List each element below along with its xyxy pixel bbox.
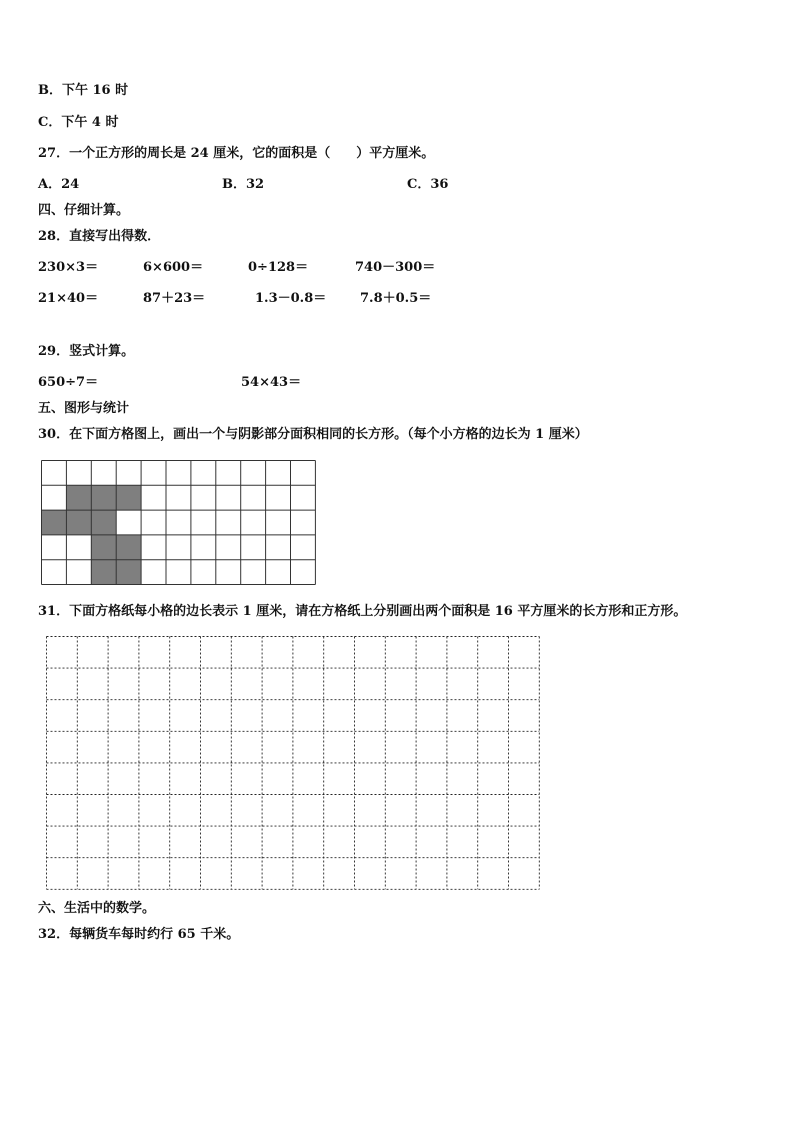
q26-option-b: B．下午 16 时 — [38, 83, 129, 98]
shaded-cell — [116, 535, 141, 560]
q26-option-c: C．下午 4 时 — [38, 115, 119, 130]
q28-item: 1.3－0.8＝ — [255, 291, 327, 306]
q30-text: 30．在下面方格图上，画出一个与阴影部分面积相同的长方形。（每个小方格的边长为 1 厘米） — [38, 427, 588, 442]
section-4-heading: 四、仔细计算。 — [38, 203, 130, 218]
q32-text: 32．每辆货车每时约行 65 千米。 — [38, 927, 240, 942]
shaded-cell — [66, 485, 91, 510]
q28-item: 87＋23＝ — [143, 291, 206, 306]
q28-item: 740－300＝ — [355, 260, 436, 275]
q28-item: 6×600＝ — [143, 260, 204, 275]
q31-text: 31．下面方格纸每小格的边长表示 1 厘米，请在方格纸上分别画出两个面积是 16 平方厘米的长方形和正方形。 — [38, 604, 687, 619]
shaded-cell — [66, 510, 91, 535]
q27-option-c: C．36 — [407, 177, 449, 192]
q27-option-a: A．24 — [38, 177, 80, 192]
q28-text: 28．直接写出得数． — [38, 229, 161, 244]
q27-option-b: B．32 — [222, 177, 265, 192]
section-6-heading: 六、生活中的数学。 — [38, 901, 156, 916]
shaded-cell — [116, 560, 141, 585]
q27-text: 27．一个正方形的周长是 24 厘米，它的面积是（ ）平方厘米。 — [38, 146, 435, 161]
section-5-heading: 五、图形与统计 — [38, 401, 130, 416]
q30-grid — [40, 459, 318, 588]
shaded-cell — [91, 535, 116, 560]
shaded-cell — [91, 560, 116, 585]
q28-item: 7.8＋0.5＝ — [360, 291, 432, 306]
q31-grid — [45, 635, 542, 892]
shaded-cell — [116, 485, 141, 510]
q29-item: 650÷7＝ — [38, 375, 99, 390]
q28-item: 230×3＝ — [38, 260, 99, 275]
shaded-cell — [42, 510, 67, 535]
q29-text: 29．竖式计算。 — [38, 344, 135, 359]
q28-item: 0÷128＝ — [248, 260, 309, 275]
q28-item: 21×40＝ — [38, 291, 99, 306]
q29-item: 54×43＝ — [241, 375, 302, 390]
shaded-cell — [91, 510, 116, 535]
shaded-cell — [91, 485, 116, 510]
